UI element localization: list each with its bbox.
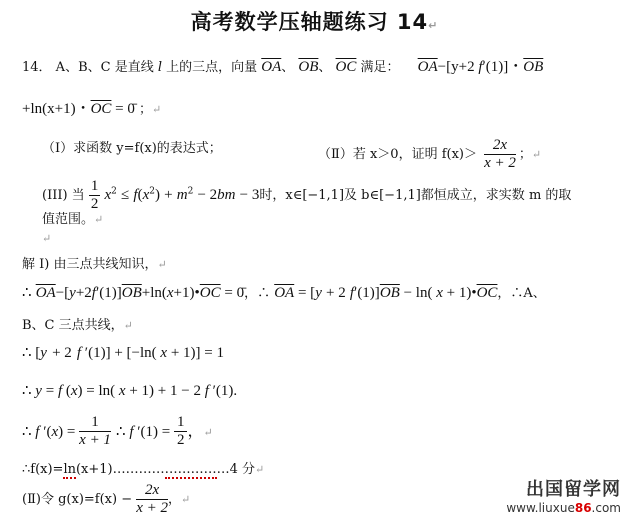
- watermark: [506, 475, 621, 515]
- solution-eq5: ∴f(x)=ln(x+1)………………………4 分↵: [22, 462, 265, 477]
- problem-part3: (III) 当 $\frac{1}{2}$ $x^2 \le f(x^2) + m^2 - 2bm - 3$时，x∈[−1,1]及 b∈[−1,1]都恒成立，求实数 m 的取: [42, 178, 572, 212]
- watermark-cn: 出国留学网: [526, 479, 621, 500]
- problem-part1: （Ⅰ）求函数 y=f(x)的表达式；: [42, 141, 222, 156]
- solution-intro: 解 I) 由三点共线知识，↵: [22, 257, 167, 272]
- problem-part2: （Ⅱ）若 x＞0，证明 f(x)＞ $\frac{2x}{x + 2}$ ；↵: [318, 137, 542, 171]
- page-title: 高考数学压轴题练习 14↵: [190, 10, 439, 34]
- solution-eq1b: B、C 三点共线，↵: [22, 318, 133, 333]
- problem-line1: 14． A、B、C 是直线 l 上的三点，向量 $\overline{OA}$、 $\overline{OB}$、 $\overline{OC}$ 满足： $\overline{OA}-[y+2$ f′(1)]・$\overline{OB}$: [22, 59, 544, 75]
- watermark-url: www.liuxue86.com: [506, 501, 621, 515]
- solution-eq2: ∴ [y + 2 f ′(1)] + [−ln( x + 1)] = 1: [22, 345, 224, 361]
- solution-eq6: (Ⅱ)令 g(x)=f(x) − $\frac{2x}{x + 2}$ ，↵: [22, 482, 191, 516]
- problem-line2: +ln(x+1)・$\overline{OC}$ = 0̄ ；↵: [22, 101, 162, 117]
- solution-eq1: ∴ $\overline{OA}-[y+2f'(1)]\overline{OB}+\ln(x+1)•\overline{OC}$ = 0̄，∴ $\overline{OA} = [y + 2$ $f'(1)]\overline{OB} - \ln$( $x + 1)•\overline{OC}$，∴A、: [22, 285, 546, 301]
- problem-part3b: 值范围。↵: [42, 212, 104, 227]
- solution-eq3: ∴ y = f (x) = ln( x + 1) + 1 − 2 f ′(1).: [22, 383, 238, 399]
- solution-eq4: ∴ f ′(x) = $\frac{1}{x + 1}$ ∴ f ′(1) = $\frac{1}{2}$ ，↵: [22, 414, 213, 448]
